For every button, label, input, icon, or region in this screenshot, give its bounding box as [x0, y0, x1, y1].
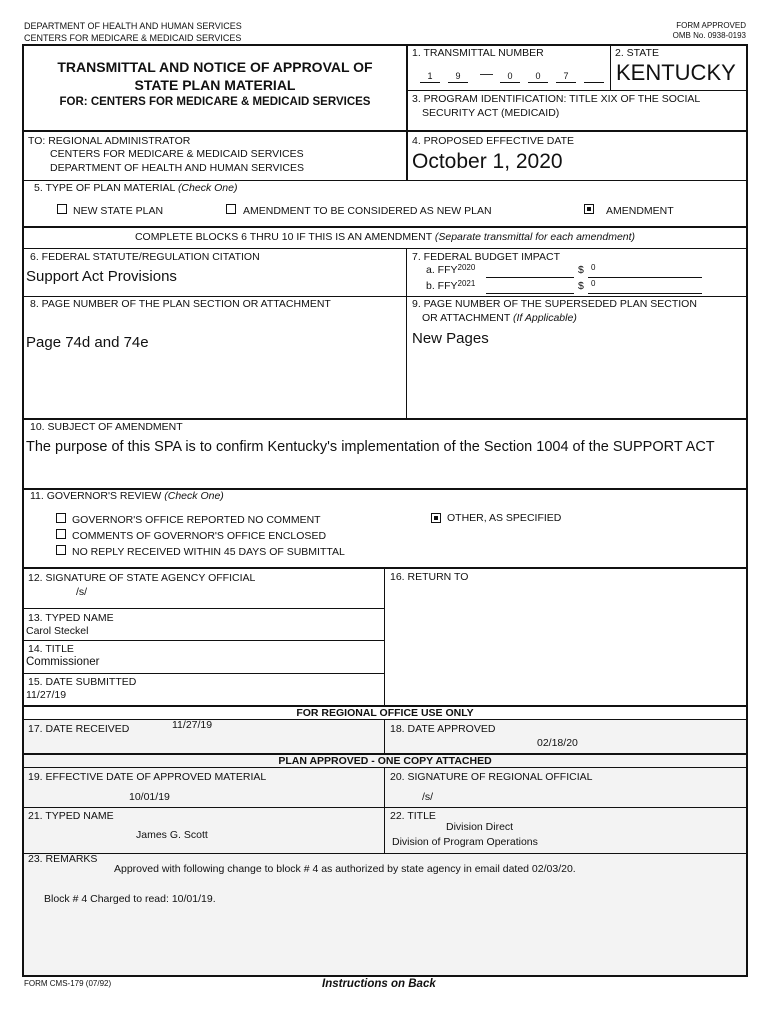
rule	[22, 248, 748, 249]
mid-divider	[406, 248, 407, 418]
budget-ffy-b-prefix: b. FFY	[426, 280, 458, 292]
digit-underline	[528, 82, 548, 83]
to-line-1: TO: REGIONAL ADMINISTRATOR	[28, 135, 191, 147]
title-right-divider	[406, 44, 408, 180]
department-line-2: CENTERS FOR MEDICARE & MEDICAID SERVICES	[24, 33, 242, 43]
effective-date-label: 4. PROPOSED EFFECTIVE DATE	[412, 135, 575, 147]
rule	[588, 277, 702, 278]
program-id-line-2: SECURITY ACT (MEDICAID)	[422, 107, 560, 119]
plan-section-page-label: 8. PAGE NUMBER OF THE PLAN SECTION OR ATTACHMENT	[30, 298, 331, 310]
title-label: 14. TITLE	[28, 643, 74, 655]
rule	[22, 296, 748, 297]
budget-ffy-a-year: 2020	[457, 263, 476, 272]
transmittal-digit: 9	[455, 71, 461, 81]
new-state-plan-label: NEW STATE PLAN	[73, 205, 164, 217]
typed-name-label: 13. TYPED NAME	[28, 612, 114, 624]
rule	[486, 277, 574, 278]
budget-ffy-b	[426, 280, 475, 292]
instructions-on-back: Instructions on Back	[322, 978, 436, 990]
plan-section-page-value: Page 74d and 74e	[26, 334, 149, 351]
other-specified-checkbox[interactable]	[431, 513, 441, 523]
effective-date-value: October 1, 2020	[412, 150, 563, 173]
amendment-as-new-plan-checkbox[interactable]	[226, 204, 236, 214]
transmittal-digit: 1	[427, 71, 433, 81]
regional-signature-label: 20. SIGNATURE OF REGIONAL OFFICIAL	[390, 771, 593, 783]
title-value: Commissioner	[26, 656, 100, 668]
governors-review-label-note: (Check One)	[164, 490, 224, 502]
complete-blocks-text: COMPLETE BLOCKS 6 THRU 10 IF THIS IS AN AMENDMENT	[134, 231, 432, 243]
form-title-line-2: STATE PLAN MATERIAL	[134, 77, 296, 93]
budget-ffy-a-prefix: a. FFY	[426, 264, 458, 276]
rule	[406, 90, 748, 91]
state-signature-label: 12. SIGNATURE OF STATE AGENCY OFFICIAL	[28, 572, 256, 584]
approved-effective-date-label: 19. EFFECTIVE DATE OF APPROVED MATERIAL	[28, 771, 267, 783]
rule	[384, 767, 385, 853]
regional-title-label: 22. TITLE	[390, 810, 436, 822]
budget-a-dollar: $	[578, 264, 584, 276]
plan-material-label-text: 5. TYPE OF PLAN MATERIAL	[34, 182, 176, 194]
omb-number: OMB No. 0938-0193	[672, 31, 746, 40]
rule	[22, 853, 748, 854]
transmittal-number-label: 1. TRANSMITTAL NUMBER	[412, 47, 544, 59]
statute-citation-label: 6. FEDERAL STATUTE/REGULATION CITATION	[30, 251, 260, 263]
regional-signature-value: /s/	[422, 791, 434, 803]
amendment-label: AMENDMENT	[606, 205, 674, 217]
complete-blocks-note: (Separate transmittal for each amendment)	[434, 231, 636, 243]
form-number: FORM CMS-179 (07/92)	[24, 979, 112, 988]
digit-underline	[448, 82, 468, 83]
rule	[22, 640, 384, 641]
regional-title-value-line-1: Division Direct	[446, 821, 514, 833]
transmittal-dash: —	[480, 66, 493, 81]
plan-material-label	[34, 182, 237, 194]
approved-effective-date-value: 10/01/19	[129, 791, 170, 803]
budget-impact-label: 7. FEDERAL BUDGET IMPACT	[412, 251, 560, 263]
rule	[22, 975, 748, 977]
return-to-label: 16. RETURN TO	[390, 571, 469, 583]
transmittal-digit: 7	[563, 71, 569, 81]
rule	[22, 418, 748, 420]
superseded-page-label-text: OR ATTACHMENT	[422, 312, 511, 324]
date-approved-value: 02/18/20	[537, 737, 578, 749]
state-signature-value: /s/	[76, 586, 88, 598]
no-reply-label: NO REPLY RECEIVED WITHIN 45 DAYS OF SUBMITTAL	[72, 546, 345, 558]
remarks-line-2: Block # 4 Charged to read: 10/01/19.	[44, 893, 216, 905]
transmittal-digit: 0	[507, 71, 513, 81]
comments-enclosed-label: COMMENTS OF GOVERNOR'S OFFICE ENCLOSED	[72, 530, 327, 542]
to-line-3: DEPARTMENT OF HEALTH AND HUMAN SERVICES	[50, 162, 304, 174]
regional-typed-name-label: 21. TYPED NAME	[28, 810, 114, 822]
superseded-page-label-note: (If Applicable)	[513, 312, 577, 324]
rule	[22, 180, 748, 181]
amendment-as-new-plan-label: AMENDMENT TO BE CONSIDERED AS NEW PLAN	[243, 205, 492, 217]
date-approved-label: 18. DATE APPROVED	[390, 723, 496, 735]
date-submitted-label: 15. DATE SUBMITTED	[28, 676, 137, 688]
subject-value: The purpose of this SPA is to confirm Kentucky's implementation of the Section 1004 of the SUPPORT ACT	[26, 439, 715, 455]
rule	[22, 767, 748, 768]
form-title-line-1: TRANSMITTAL AND NOTICE OF APPROVAL OF	[57, 59, 373, 75]
no-comment-label: GOVERNOR'S OFFICE REPORTED NO COMMENT	[72, 514, 321, 526]
rule	[22, 130, 748, 132]
plan-approved-header: PLAN APPROVED - ONE COPY ATTACHED	[278, 755, 492, 767]
budget-ffy-a	[426, 264, 475, 276]
statute-citation-value: Support Act Provisions	[26, 268, 177, 285]
date-received-label: 17. DATE RECEIVED	[28, 723, 130, 735]
budget-b-dollar: $	[578, 280, 584, 292]
governors-review-label	[30, 490, 224, 502]
rule	[22, 673, 384, 674]
rule	[486, 293, 574, 294]
comments-enclosed-checkbox[interactable]	[56, 529, 66, 539]
digit-underline	[584, 82, 604, 83]
program-id-line-1: 3. PROGRAM IDENTIFICATION: TITLE XIX OF THE SOCIAL	[412, 93, 701, 105]
plan-material-label-note: (Check One)	[177, 182, 238, 194]
to-line-2: CENTERS FOR MEDICARE & MEDICAID SERVICES	[50, 148, 304, 160]
date-received-value: 11/27/19	[172, 719, 213, 731]
form-approved-label: FORM APPROVED	[676, 21, 746, 30]
department-line-1: DEPARTMENT OF HEALTH AND HUMAN SERVICES	[24, 21, 242, 31]
complete-blocks-instruction	[22, 231, 748, 243]
digit-underline	[556, 82, 576, 83]
form-for-line: FOR: CENTERS FOR MEDICARE & MEDICAID SERVICES	[59, 96, 371, 108]
regional-office-header: FOR REGIONAL OFFICE USE ONLY	[296, 707, 474, 719]
block1-block2-divider	[610, 44, 611, 90]
regional-title-value-line-2: Division of Program Operations	[392, 836, 538, 848]
digit-underline	[500, 82, 520, 83]
top-border	[22, 44, 748, 46]
no-comment-checkbox[interactable]	[56, 513, 66, 523]
signature-return-divider	[384, 567, 385, 705]
right-border	[746, 44, 748, 975]
remarks-line-1: Approved with following change to block # 4 as authorized by state agency in email dated 02/03/20.	[114, 863, 576, 875]
transmittal-digit: 0	[535, 71, 541, 81]
state-label: 2. STATE	[615, 47, 659, 59]
date-submitted-value: 11/27/19	[26, 689, 67, 701]
digit-underline	[420, 82, 440, 83]
governors-review-label-text: 11. GOVERNOR'S REVIEW	[30, 490, 162, 502]
rule	[22, 567, 748, 569]
rule	[384, 719, 385, 753]
superseded-page-value: New Pages	[412, 330, 489, 347]
budget-ffy-b-year: 2021	[457, 279, 476, 288]
budget-b-amount: 0	[591, 279, 596, 288]
rule	[588, 293, 702, 294]
new-state-plan-checkbox[interactable]	[57, 204, 67, 214]
typed-name-value: Carol Steckel	[26, 625, 89, 637]
amendment-checkbox[interactable]	[584, 204, 594, 214]
budget-a-amount: 0	[591, 263, 596, 272]
rule	[22, 807, 748, 808]
superseded-page-label-line-2	[422, 312, 577, 324]
superseded-page-label-line-1: 9. PAGE NUMBER OF THE SUPERSEDED PLAN SECTION	[412, 298, 697, 310]
state-value: KENTUCKY	[616, 60, 736, 85]
remarks-label: 23. REMARKS	[28, 853, 98, 865]
no-reply-checkbox[interactable]	[56, 545, 66, 555]
subject-label: 10. SUBJECT OF AMENDMENT	[30, 421, 183, 433]
other-specified-label: OTHER, AS SPECIFIED	[447, 512, 562, 524]
rule	[22, 608, 384, 609]
regional-typed-name-value: James G. Scott	[136, 829, 208, 841]
left-border	[22, 44, 24, 975]
rule	[22, 226, 748, 228]
